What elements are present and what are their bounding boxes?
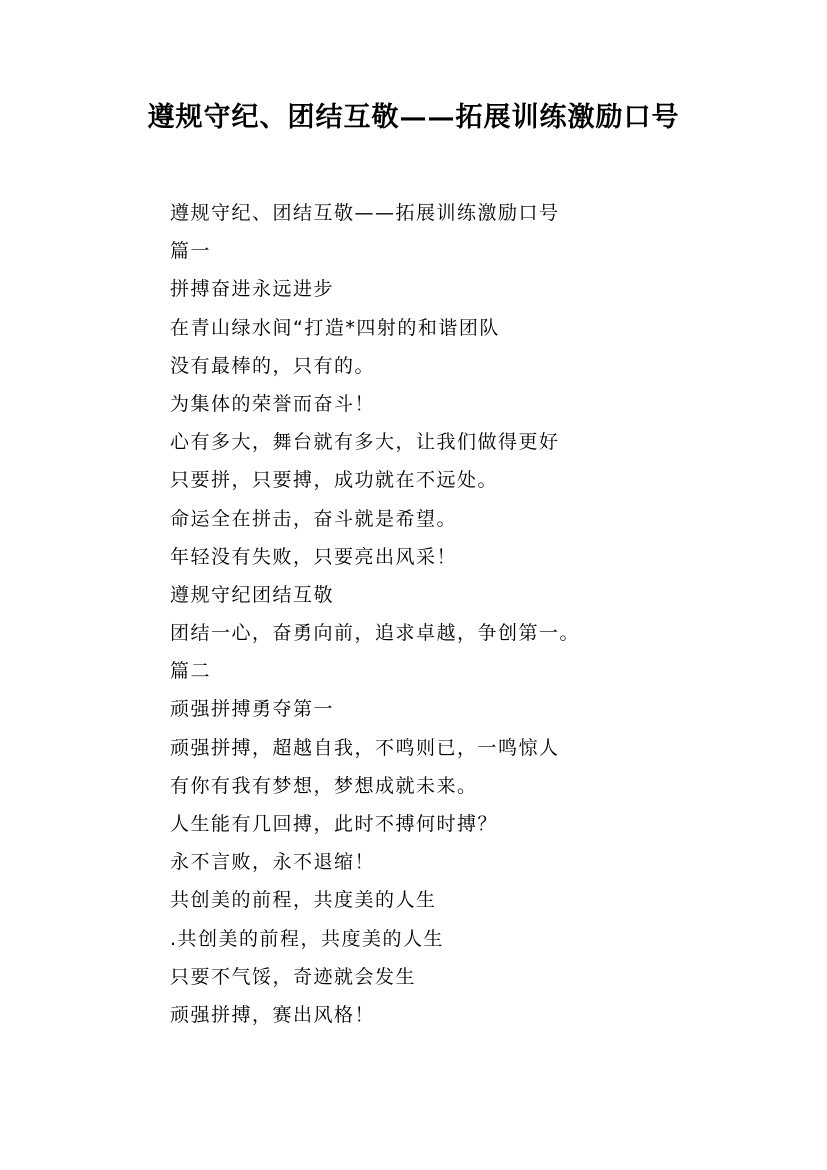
text-line: 永不言败，永不退缩！	[170, 851, 376, 874]
text-line: 遵规守纪团结互敬	[170, 583, 335, 606]
text-line: 顽强拼搏，超越自我，不鸣则已，一鸣惊人	[170, 736, 560, 759]
text-line: 在青山绿水间“打造*四射的和谐团队	[170, 316, 500, 339]
text-line: 顽强拼搏，赛出风格！	[170, 1003, 376, 1026]
document-body	[170, 194, 790, 1034]
text-line: 有你有我有梦想，梦想成就未来。	[170, 774, 478, 797]
text-line: 遵规守纪、团结互敬——拓展训练激励口号	[170, 202, 560, 224]
section-heading: 篇二	[170, 660, 212, 683]
text-line: 没有最棒的，只有的。	[170, 354, 376, 377]
text-line: 团结一心，奋勇向前，追求卓越，争创第一。	[170, 622, 581, 645]
text-line: 年轻没有失败，只要亮出风采！	[170, 545, 458, 568]
section-heading: 篇一	[170, 240, 212, 263]
text-line: 命运全在拼击，奋斗就是希望。	[170, 507, 458, 530]
text-line: 只要拼，只要搏，成功就在不远处。	[170, 469, 499, 492]
text-line: 人生能有几回搏，此时不搏何时搏？	[170, 813, 499, 835]
text-line: 只要不气馁，奇迹就会发生	[170, 965, 417, 988]
text-line: .共创美的前程，共度美的人生	[170, 927, 445, 950]
text-line: 共创美的前程，共度美的人生	[170, 889, 437, 912]
document-title: 遵规守纪、团结互敬——拓展训练激励口号	[147, 102, 680, 133]
text-line: 心有多大，舞台就有多大，让我们做得更好	[170, 431, 560, 454]
text-line: 顽强拼搏勇夺第一	[170, 698, 335, 721]
text-line: 为集体的荣誉而奋斗！	[170, 392, 376, 415]
text-line: 拼搏奋进永远进步	[170, 278, 335, 301]
